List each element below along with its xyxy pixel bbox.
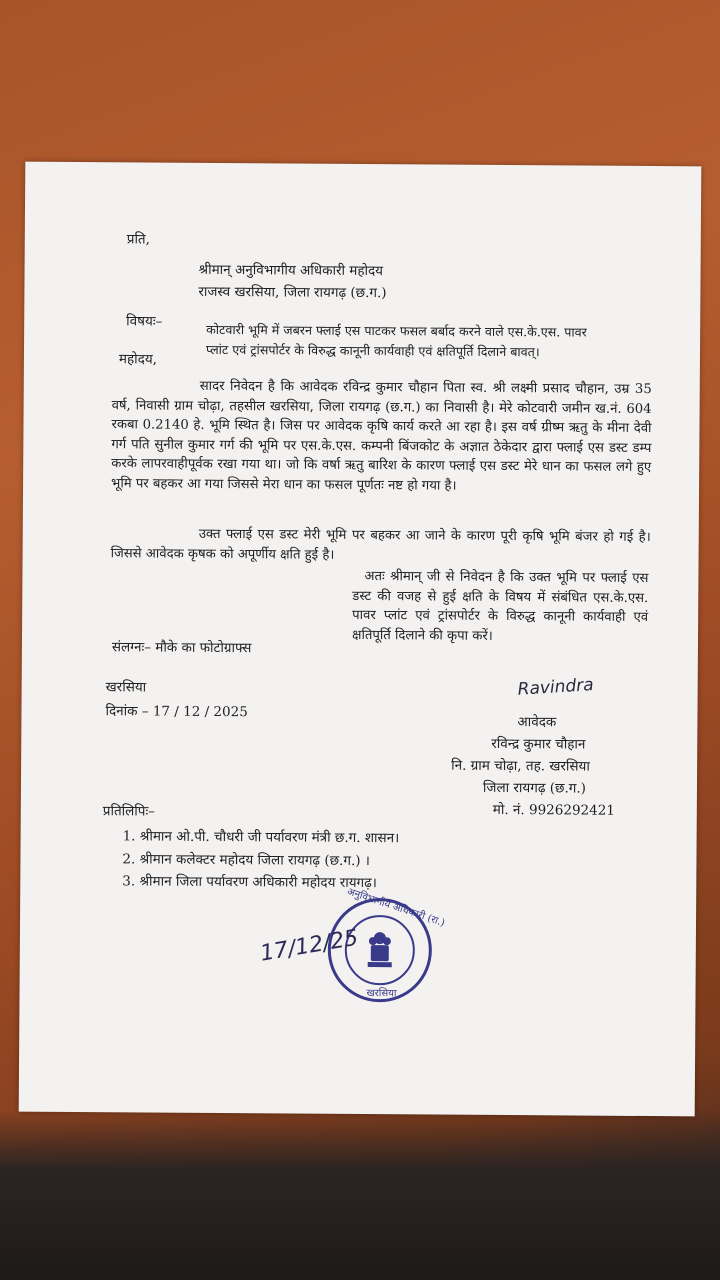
addressee-line-2: राजस्व खरसिया, जिला रायगढ़ (छ.ग.) — [198, 283, 387, 302]
place: खरसिया — [105, 679, 147, 696]
body-paragraph-3: अतः श्रीमान् जी से निवेदन है कि उक्त भूमि पर फ्लाई एस डस्ट की वजह से हुई क्षति के विषय में संबंधित एस.के.एस. पावर प्लांट एवं ट्रांसपोर्टर के विरुद्ध कानूनी कार्यवाही एवं क्षतिपूर्ति दिलाने की कृपा करें। — [351, 569, 649, 644]
applicant-address-2: जिला रायगढ़ (छ.ग.) — [482, 779, 587, 797]
seal-text-bottom: खरसिया — [366, 988, 397, 1000]
subject-label: विषयः– — [126, 313, 163, 330]
applicant-label: आवेदक — [517, 714, 557, 731]
background-floor — [0, 1110, 720, 1280]
applicant-mobile: मो. नं. 9926292421 — [492, 801, 615, 819]
copy-item-1: 1. श्रीमान ओ.पी. चौधरी जी पर्यावरण मंत्री छ.ग. शासन। — [122, 828, 400, 847]
salutation-to: प्रति, — [126, 231, 151, 248]
body-paragraph-2: उक्त फ्लाई एस डस्ट मेरी भूमि पर बहकर आ जाने के कारण पूरी कृषि भूमि बंजर हो गई है। जिससे आवेदक कृषक को अपूर्णीय क्षति हुई है। — [110, 526, 651, 563]
received-date-handwriting: 17/12/25 — [258, 925, 361, 967]
copy-item-3: 3. श्रीमान जिला पर्यावरण अधिकारी महोदय रायगढ़। — [122, 873, 377, 892]
body-paragraph-1: सादर निवेदन है कि आवेदक रविन्द्र कुमार चौहान पिता स्व. श्री लक्ष्मी प्रसाद चौहान, उम्र 35 वर्ष, निवासी ग्राम चोढ़ा, तहसील खरसिया, जिला रायगढ़ (छ.ग.) का निवासी है। मेरे कोटवारी जमीन ख.नं. 604 रकबा 0.2140 हे. भूमि स्थित है। जिस पर आवेदक कृषि कार्य करते आ रहा है। इस वर्ष ग्रीष्म ऋतु के मीना देवी गर्ग पति सुनील कुमार गर्ग की भूमि पर एस.के.एस. कम्पनी बिंजकोट के अज्ञात ठेकेदार द्वारा फ्लाई एस डस्ट डम्प करके लापरवाहीपूर्वक रखा गया था। जो कि वर्षा ऋतु बारिश के कारण फ्लाई एस डस्ट मेरे धान का फसल लगे हुए भूमि पर बहकर आ गया जिससे मेरा धान का फसल पूर्णतः नष्ट हो गया है। — [111, 378, 652, 494]
letter-page — [19, 162, 702, 1117]
seal-text-top: अनुविभागीय अधिकारी (रा.) — [345, 886, 447, 930]
greeting: महोदय, — [118, 351, 158, 368]
subject-line-2: प्लांट एवं ट्रांसपोर्टर के विरुद्ध कानूनी कार्यवाही एवं क्षतिपूर्ति दिलाने बावत्। — [205, 341, 540, 360]
applicant-name: रविन्द्र कुमार चौहान — [491, 735, 586, 753]
addressee-line-1: श्रीमान् अनुविभागीय अधिकारी महोदय — [198, 261, 384, 280]
applicant-signature: Ravindra — [517, 675, 595, 700]
enclosure-note: संलग्नः– मौके का फोटोग्राफ्स — [111, 639, 252, 657]
applicant-address-1: नि. ग्राम चोढ़ा, तह. खरसिया — [451, 757, 590, 775]
copy-item-2: 2. श्रीमान कलेक्टर महोदय जिला रायगढ़ (छ.ग.) । — [122, 851, 371, 870]
subject-line-1: कोटवारी भूमि में जबरन फ्लाई एस पाटकर फसल बर्बाद करने वाले एस.के.एस. पावर — [206, 321, 587, 340]
national-emblem-icon — [365, 929, 395, 971]
copy-label: प्रतिलिपिः– — [102, 803, 156, 820]
date-line: दिनांक – 17 / 12 / 2025 — [105, 703, 248, 721]
